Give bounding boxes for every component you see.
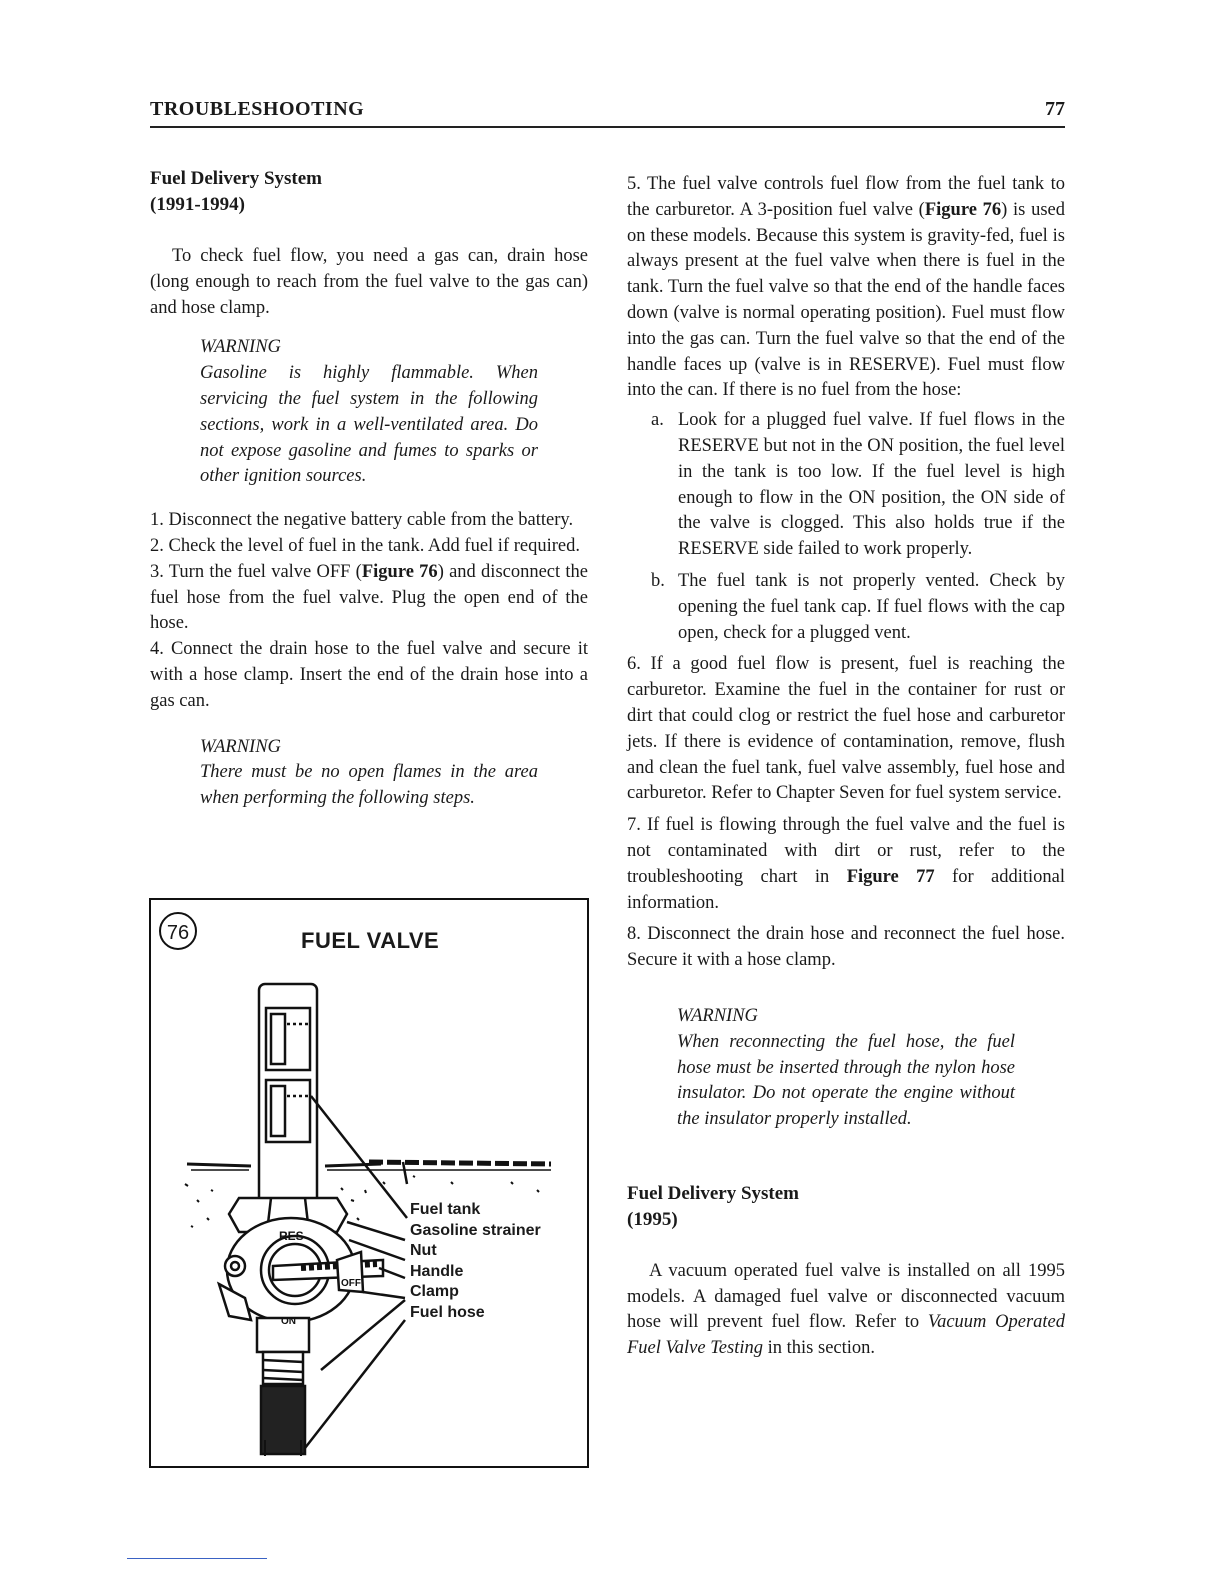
figure-number-badge: 76 (159, 912, 197, 950)
callout-gasoline-strainer: Gasoline strainer (410, 1221, 541, 1239)
step-3: 3. Turn the fuel valve OFF (Figure 76) and disconnect the fuel hose from the fuel valve. Plug the open end of the hose. (150, 561, 589, 634)
step-4: 4. Connect the drain hose to the fuel valve and secure it with a hose clamp. Insert the end of the drain hose into a gas can. (150, 639, 588, 711)
figure-title: FUEL VALVE (301, 928, 440, 953)
valve-label-off: OFF (341, 1278, 361, 1289)
figure-reference: Figure 76 (924, 199, 1002, 220)
footer-rule (127, 1558, 267, 1559)
valve-label-on: ON (281, 1316, 296, 1327)
warning-block-2 (200, 735, 538, 812)
warning-title: WARNING (200, 337, 281, 358)
substep-a: a. Look for a plugged fuel valve. If fuel flows in the RESERVE but not in the ON position, the fuel level in the tank is too low. If the fuel level is high enough to flow in the ON position, the ON side of the valve is clogged. This also holds true if the RESERVE side failed to work properly. (651, 410, 1065, 560)
callout-clamp: Clamp (410, 1283, 459, 1300)
callout-fuel-tank: Fuel tank (410, 1201, 481, 1218)
step-7: 7. If fuel is flowing through the fuel valve and the fuel is not contaminated with dirt or rust, refer to the troubleshooting chart in Figure 77 for additional information. (627, 815, 1065, 913)
page-header (150, 96, 1065, 128)
right-column (627, 172, 1065, 1362)
warning-title: WARNING (200, 736, 281, 757)
section-heading (150, 166, 588, 218)
valve-label-res: RES (279, 1229, 304, 1243)
page-number: 77 (1045, 98, 1065, 120)
warning-text: When reconnecting the fuel hose, the fuel hose must be inserted through the nylon hose insulator. Do not operate the engine without the insulator properly installed. (677, 1031, 1015, 1130)
section-heading-title: Fuel Delivery System (150, 168, 323, 189)
callout-nut: Nut (410, 1242, 437, 1259)
callout-handle: Handle (410, 1262, 464, 1280)
figure-reference: Figure 77 (846, 866, 935, 887)
section-heading-years: (1991-1994) (150, 194, 245, 215)
substep-b: b. The fuel tank is not properly vented. Check by opening the fuel tank cap. If fuel flows with the cap open, check for a plugged vent. (651, 570, 1065, 643)
step-8: 8. Disconnect the drain hose and reconnect the fuel hose. Secure it with a hose clamp. (627, 924, 1065, 971)
step-1: 1. Disconnect the negative battery cable from the battery. (150, 510, 574, 531)
intro-paragraph: To check fuel flow, you need a gas can, drain hose (long enough to reach from the fuel valve to the gas can) and hose clamp. (150, 246, 588, 318)
step-5: 5. The fuel valve controls fuel flow from the fuel tank to the carburetor. A 3-position fuel valve (Figure 76) is used on these models. Because this system is gravity-fed, fuel is always present at the fuel valve when there is fuel in the tank. Turn the fuel valve so that the end of the handle faces down (valve is normal operating position). Fuel must flow into the gas can. Turn the fuel valve so that the end of the handle faces up (valve is in RESERVE). Fuel must flow into the can. If there is no fuel from the hose: (627, 174, 1066, 401)
substeps-list (627, 408, 1065, 646)
figure-callouts (410, 1200, 541, 1323)
warning-block-1 (200, 335, 538, 490)
warning-text: There must be no open flames in the area when performing the following steps. (200, 762, 538, 809)
section-heading-years: (1995) (627, 1208, 678, 1230)
paragraph-1995: A vacuum operated fuel valve is installed on all 1995 models. A damaged fuel valve or disconnected vacuum hose will prevent fuel flow. Refer to Vacuum Operated Fuel Valve Testing in this section. (627, 1260, 1065, 1359)
warning-text: Gasoline is highly flammable. When servicing the fuel system in the following sections, work in a well-ventilated area. Do not expose gasoline and fumes to sparks or other ignition sources. (200, 363, 538, 487)
callout-fuel-hose: Fuel hose (410, 1303, 485, 1321)
running-header: TROUBLESHOOTING (150, 98, 365, 120)
fuel-valve-illustration (151, 900, 587, 1466)
step-2: 2. Check the level of fuel in the tank. Add fuel if required. (150, 535, 580, 556)
cross-reference: Vacuum Operated Fuel Valve Testing (627, 1312, 1065, 1359)
section-heading-title: Fuel Delivery System (627, 1182, 800, 1204)
section-heading-1995 (627, 1181, 1065, 1233)
figure-76-box (149, 898, 589, 1468)
warning-block-3 (677, 1004, 1015, 1133)
left-column (150, 166, 588, 812)
warning-title: WARNING (677, 1005, 758, 1026)
step-6: 6. If a good fuel flow is present, fuel is reaching the carburetor. Examine the fuel in the container for rust or dirt that could clog or restrict the fuel hose and carburetor jets. If there is evidence of contamination, remove, flush and clean the fuel tank, fuel valve assembly, fuel hose and carburetor. Refer to Chapter Seven for fuel system service. (627, 654, 1065, 804)
figure-reference: Figure 76 (361, 561, 438, 582)
